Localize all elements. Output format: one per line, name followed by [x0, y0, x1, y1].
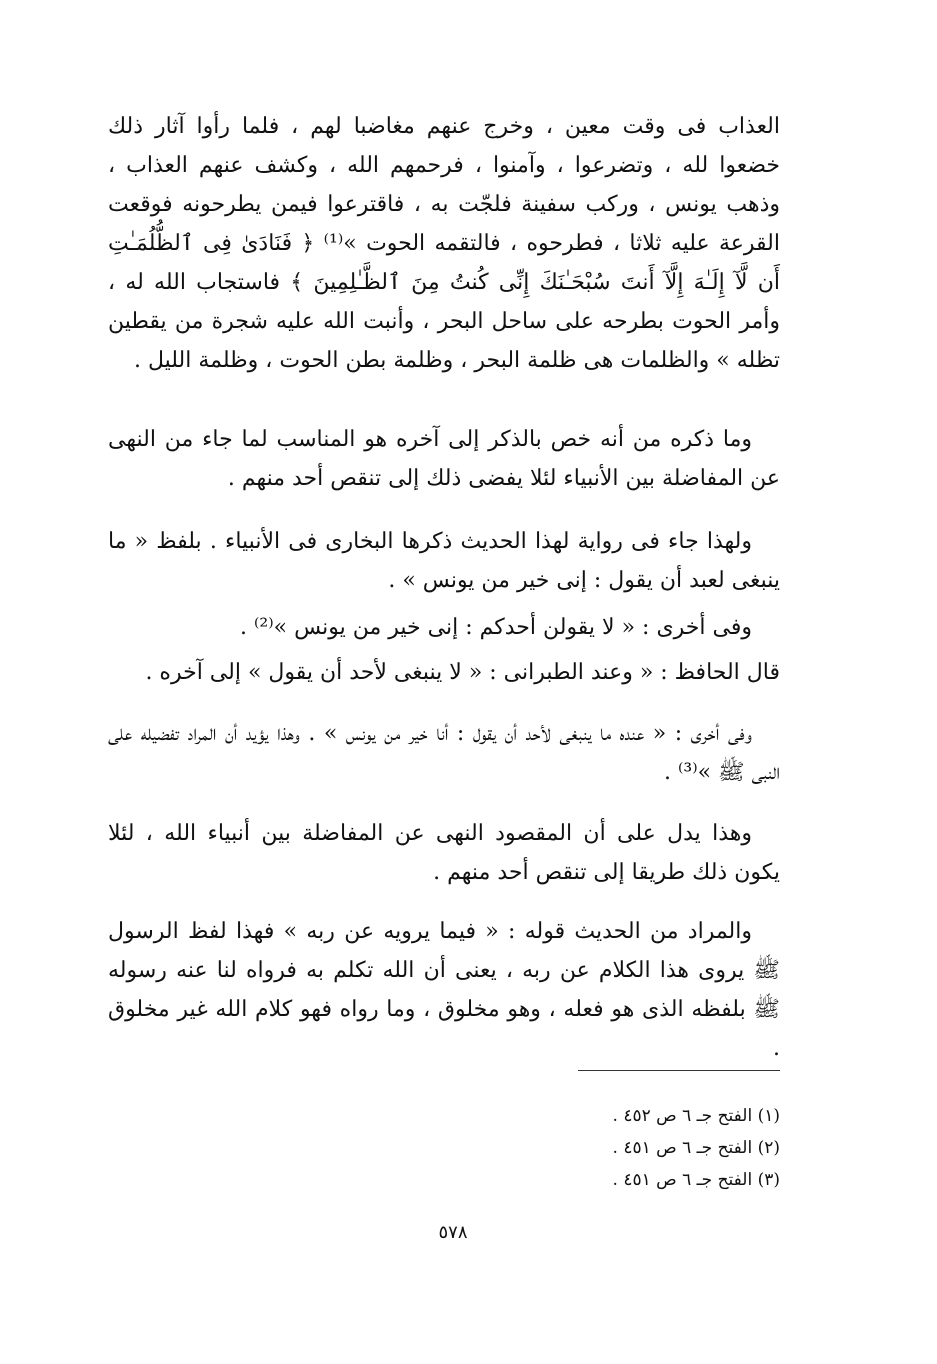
footnotes — [440, 1100, 780, 1196]
footnote-divider — [578, 1070, 780, 1071]
paragraph-third-narration — [108, 714, 780, 792]
footnote-3: (٣) الفتح جـ ٦ ص ٤٥١ . — [612, 1170, 780, 1190]
paragraph-text: ولهذا جاء فى رواية لهذا الحديث ذكرها البخارى فى الأنبياء . بلفظ « ما ينبغى لعبد أن يقول : إنى خير من يونس » . — [108, 529, 780, 593]
paragraph-another-narration — [108, 608, 780, 647]
paragraph-hafiz-quote — [108, 653, 780, 692]
paragraph-intent — [108, 814, 780, 892]
paragraph-text: وهذا يدل على أن المقصود النهى عن المفاضلة بين أنبياء الله ، لئلا يكون ذلك طريقا إلى تنقص أحد منهم . — [108, 821, 780, 885]
paragraph-text: وفى أخرى : « عنده ما ينبغى لأحد أن يقول : أنا خير من يونس » . وهذا يؤيد أن المراد تفضيله على النبى ﷺ »⁽³⁾ . — [108, 721, 780, 785]
paragraph-prohibition — [108, 420, 780, 498]
page-number: ٥٧٨ — [438, 1222, 468, 1243]
footnote-2: (٢) الفتح جـ ٦ ص ٤٥١ . — [612, 1138, 780, 1158]
paragraph-jonah-story — [108, 107, 780, 380]
paragraph-text: وما ذكره من أنه خص بالذكر إلى آخره هو المناسب لما جاء من النهى عن المفاضلة بين الأنبياء لئلا يفضى ذلك إلى تنقص أحد منهم . — [108, 427, 780, 491]
paragraph-text: وفى أخرى : « لا يقولن أحدكم : إنى خير من يونس »⁽²⁾ . — [240, 615, 752, 640]
paragraph-text: قال الحافظ : « وعند الطبرانى : « لا ينبغى لأحد أن يقول » إلى آخره . — [145, 660, 780, 685]
paragraph-text: والمراد من الحديث قوله : « فيما يرويه عن ربه » فهذا لفظ الرسول ﷺ يروى هذا الكلام عن ربه ، يعنى أن الله تكلم به فرواه لنا عنه رسوله ﷺ بلفظه الذى هو فعله ، وهو مخلوق ، وما رواه فهو كلام الله غير مخلوق . — [108, 919, 780, 1061]
paragraph-text: العذاب فى وقت معين ، وخرج عنهم مغاضبا لهم ، فلما رأوا آثار ذلك خضعوا لله ، وتضرعوا ، وآمنوا ، فرحمهم الله ، وكشف عنهم العذاب ، وذهب يونس ، وركب سفينة فلجّت به ، فاقترعوا فيمن يطرحونه فوقعت القرعة عليه ثلاثا ، فطرحوه ، فالتقمه الحوت »⁽¹⁾ ﴿ فَنَادَىٰ فِى ٱلظُّلُمَـٰتِ أَن لَّآ إِلَـٰهَ إِلَّآ أَنتَ سُبْحَـٰنَكَ إِنِّى كُنتُ مِنَ ٱلظَّـٰلِمِينَ ﴾ فاستجاب الله له ، وأمر الحوت بطرحه على ساحل البحر ، وأنبت الله عليه شجرة من يقطين تظله » والظلمات هى ظلمة البحر ، وظلمة بطن الحوت ، وظلمة الليل . — [108, 114, 780, 373]
paragraph-bukhari-narration — [108, 522, 780, 600]
footnote-1: (١) الفتح جـ ٦ ص ٤٥٢ . — [612, 1106, 780, 1126]
paragraph-hadith-meaning — [108, 912, 780, 1068]
